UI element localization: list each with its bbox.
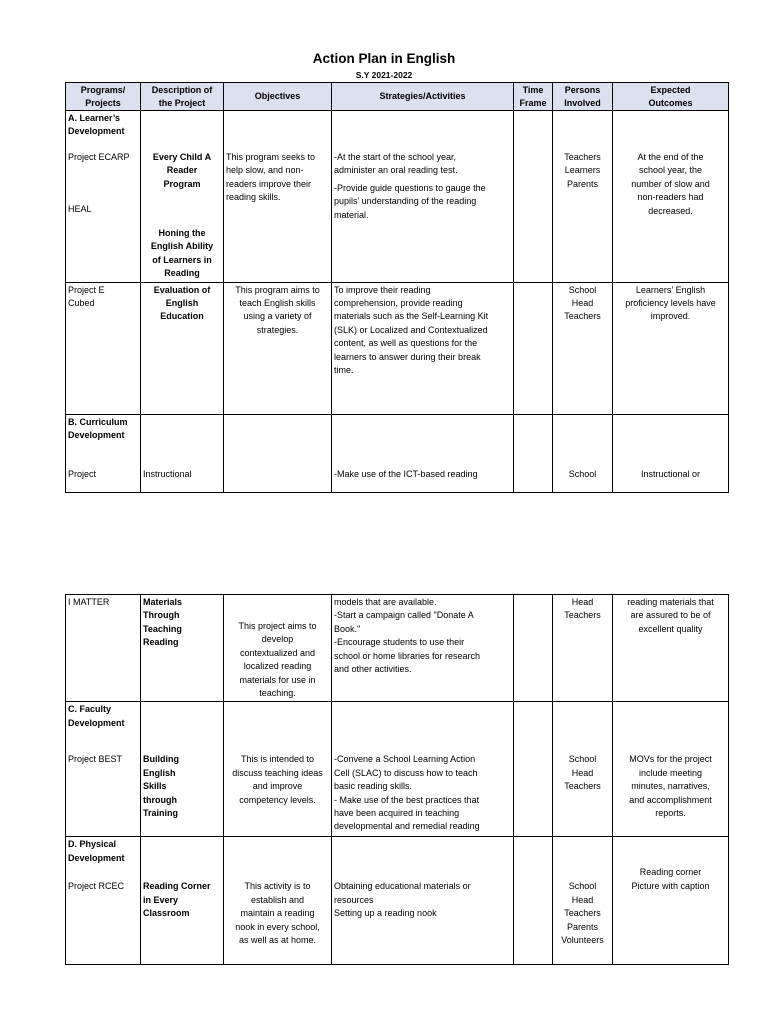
action-plan-table-page2 [65,594,729,965]
program-best: Project BEST [68,754,123,765]
cell-strategies [332,111,514,283]
strategy-oral-test: -At the start of the school year, administer an oral reading test. [334,152,458,176]
table-row-ecubed [66,282,729,414]
header-time-frame: Time Frame [514,83,553,111]
cell-program [66,111,141,283]
cell-outcomes [613,414,729,492]
description-best: Building English Skills through Training [143,754,179,819]
cell-persons [553,111,613,283]
objectives-rcec: This activity is to establish and maintain a reading nook in every school, as well as at home. [235,881,320,946]
header-programs: Programs/ Projects [66,83,141,111]
time-frame-ecubed [514,282,553,414]
cell-persons [553,702,613,837]
program-heal: HEAL [68,204,92,214]
strategy-rcec: Obtaining educational materials or resources Setting up a reading nook [334,881,471,919]
cell-outcomes [613,111,729,283]
cell-description [141,111,224,283]
persons-rcec: School Head Teachers Parents Volunteers [561,881,604,946]
cell-outcomes [613,837,729,965]
section-heading-b: B. Curriculum Development [68,416,128,441]
table-row-learners-development [66,111,729,283]
time-frame-imatter [514,595,553,702]
cell-time-frame [514,837,553,965]
strategy-imatter: models that are available. -Start a campaign called "Donate A Book." -Encourage students to use their school or home libraries for research and other activities. [332,595,514,702]
table-header-row [66,83,729,111]
action-plan-table-page1 [65,82,729,493]
section-heading-d: D. Physical Development [68,839,125,863]
cell-outcomes [613,702,729,837]
program-rcec: Project RCEC [68,881,125,892]
cell-time-frame [514,702,553,837]
description-rcec: Reading Corner in Every Classroom [143,881,211,919]
cell-description [141,414,224,492]
persons-imatter: Head Teachers [553,595,613,702]
cell-strategies [332,837,514,965]
header-description: Description of the Project [141,83,224,111]
table-row-curriculum-development [66,414,729,492]
program-ecubed: Project E Cubed [66,282,141,414]
school-year: S.Y 2021-2022 [355,70,413,80]
cell-description [141,702,224,837]
objectives-ecubed: This program aims to teach English skills using a variety of strategies. [224,282,332,414]
cell-strategies [332,702,514,837]
objectives-imatter: This project aims to develop contextualized and localized reading materials for use in teaching. [238,621,317,699]
outcomes-ecubed: Learners’ English proficiency levels have improved. [613,282,729,414]
persons-best: School Head Teachers [564,754,601,792]
persons-ecubed: School Head Teachers [553,282,613,414]
header-strategies: Strategies/Activities [332,83,514,111]
section-heading-c: C. Faculty Development [68,704,125,728]
objectives-ecarp: This program seeks to help slow, and non- readers improve their reading skills. [226,152,316,203]
strategy-imatter-part1: -Make use of the ICT-based reading [334,468,478,479]
description-ecubed: Evaluation of English Education [141,282,224,414]
strategy-ecubed: To improve their reading comprehension, provide reading materials such as the Self-Learning Kit (SLK) or Localized and Contextualized content, as well as questions for the learners to answer during their break time. [332,282,514,414]
cell-persons [553,414,613,492]
program-ecarp: Project ECARP [68,152,130,162]
description-ecarp: Every Child A Reader Program [152,152,212,189]
persons-imatter-part1: School [568,468,597,479]
cell-objectives [224,111,332,283]
cell-program [66,837,141,965]
outcomes-rcec: Reading corner Picture with caption [631,867,710,891]
outcomes-best: MOVs for the project include meeting minutes, narratives, and accomplishment reports. [629,754,712,819]
objectives-best: This is intended to discuss teaching ideas and improve competency levels. [232,754,323,805]
document-title: Action Plan in English [312,51,456,66]
table-row-imatter [66,595,729,702]
cell-program [66,414,141,492]
header-persons: Persons Involved [553,83,613,111]
outcomes-imatter-part1: Instructional or [640,468,701,479]
program-imatter-part1: Project [68,468,97,479]
cell-objectives [224,414,332,492]
description-imatter: Materials Through Teaching Reading [141,595,224,702]
cell-time-frame [514,414,553,492]
section-heading-a: A. Learner’s Development [68,113,125,137]
description-heal: Honing the English Ability of Learners in Reading [150,228,214,279]
cell-objectives [224,595,332,702]
cell-persons [553,837,613,965]
outcomes-ecarp: At the end of the school year, the number of slow and non-readers had decreased. [631,152,710,216]
program-imatter: I MATTER [66,595,141,702]
cell-strategies [332,414,514,492]
outcomes-imatter: reading materials that are assured to be of excellent quality [613,595,729,702]
cell-objectives [224,702,332,837]
table-row-physical-development [66,837,729,965]
persons-ecarp: Teachers Learners Parents [564,152,601,189]
cell-time-frame [514,111,553,283]
strategy-guide-questions: -Provide guide questions to gauge the pupils’ understanding of the reading material. [334,182,486,220]
cell-program [66,702,141,837]
cell-description [141,837,224,965]
description-imatter-part1: Instructional [143,468,192,479]
cell-objectives [224,837,332,965]
strategy-best: -Convene a School Learning Action Cell (SLAC) to discuss how to teach basic reading skills. - Make use of the best practices that have been acquired in teaching developmental and remedial reading [334,754,480,832]
header-objectives: Objectives [224,83,332,111]
header-outcomes: Expected Outcomes [613,83,729,111]
table-row-faculty-development [66,702,729,837]
